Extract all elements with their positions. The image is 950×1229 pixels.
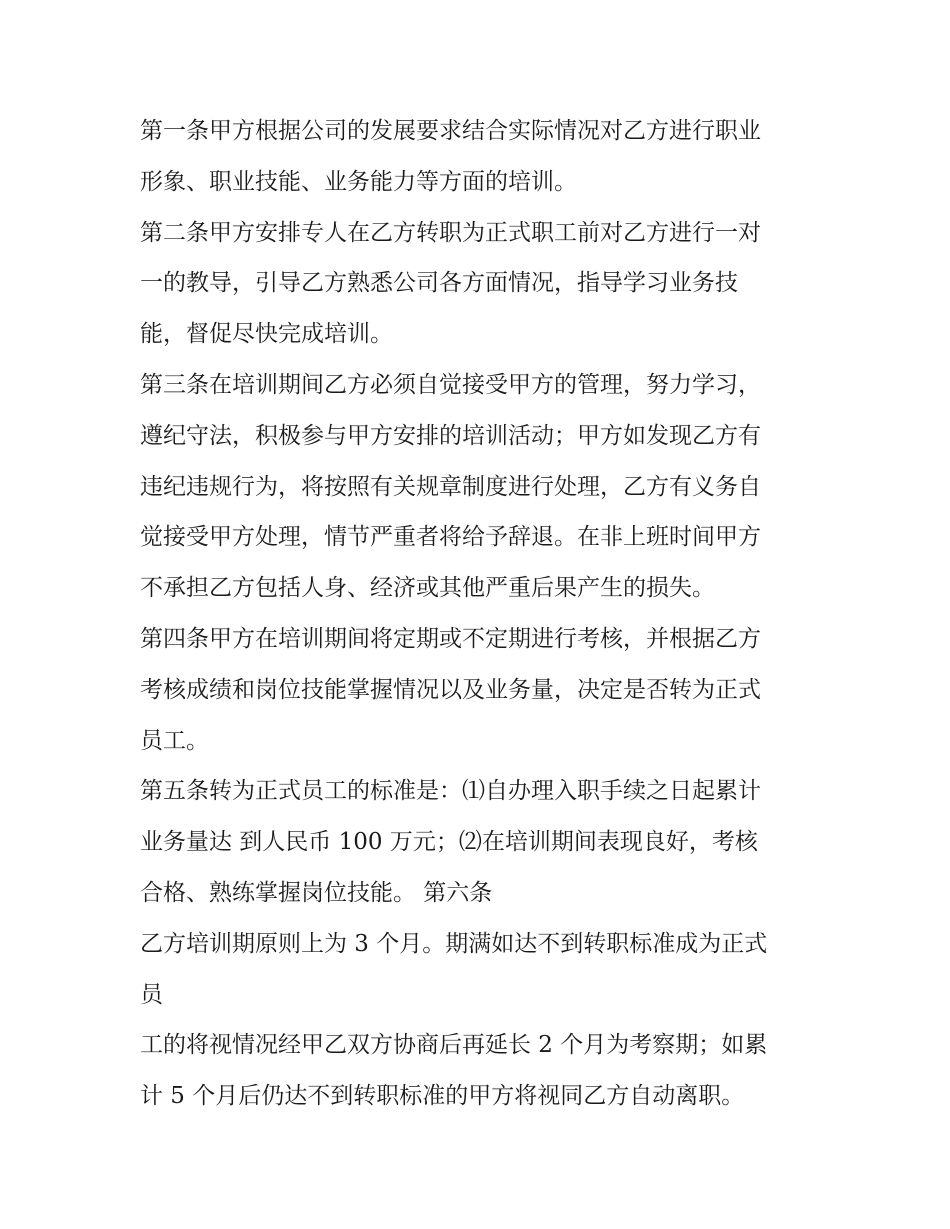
text-line: 第四条甲方在培训期间将定期或不定期进行考核，并根据乙方	[140, 625, 761, 652]
text-line: 乙方培训期原则上为 3 个月。期满如达不到转职标准成为正式	[140, 930, 768, 957]
text-line: 第一条甲方根据公司的发展要求结合实际情况对乙方进行职业	[140, 118, 761, 144]
text-line: 业务量达 到人民币 100 万元；⑵在培训期间表现良好，考核	[140, 829, 758, 856]
text-line: 第二条甲方安排专人在乙方转职为正式职工前对乙方进行一对	[140, 219, 761, 246]
text-line: 工的将视情况经甲乙双方协商后再延长 2 个月为考察期；如累	[140, 1032, 768, 1059]
text-line: 计 5 个月后仍达不到转职标准的甲方将视同乙方自动离职。	[140, 1083, 745, 1110]
text-line: 能，督促尽快完成培训。	[140, 321, 393, 348]
text-line: 员	[140, 981, 163, 1008]
text-line: 违纪违规行为，将按照有关规章制度进行处理，乙方有义务自	[140, 473, 761, 500]
document-body	[140, 106, 840, 1122]
text-line: 觉接受甲方处理，情节严重者将给予辞退。在非上班时间甲方	[140, 524, 761, 551]
text-line: 遵纪守法，积极参与甲方安排的培训活动；甲方如发现乙方有	[140, 422, 761, 449]
text-line: 形象、职业技能、业务能力等方面的培训。	[140, 168, 577, 195]
text-line: 第三条在培训期间乙方必须自觉接受甲方的管理，努力学习，	[140, 371, 761, 398]
text-line: 一的教导，引导乙方熟悉公司各方面情况，指导学习业务技	[140, 270, 738, 297]
text-line: 第五条转为正式员工的标准是：⑴自办理入职手续之日起累计	[140, 778, 761, 805]
text-line: 员工。	[140, 727, 209, 754]
text-line: 考核成绩和岗位技能掌握情况以及业务量，决定是否转为正式	[140, 676, 761, 703]
text-line: 合格、熟练掌握岗位技能。 第六条	[140, 879, 493, 906]
text-line: 不承担乙方包括人身、经济或其他严重后果产生的损失。	[140, 575, 715, 602]
